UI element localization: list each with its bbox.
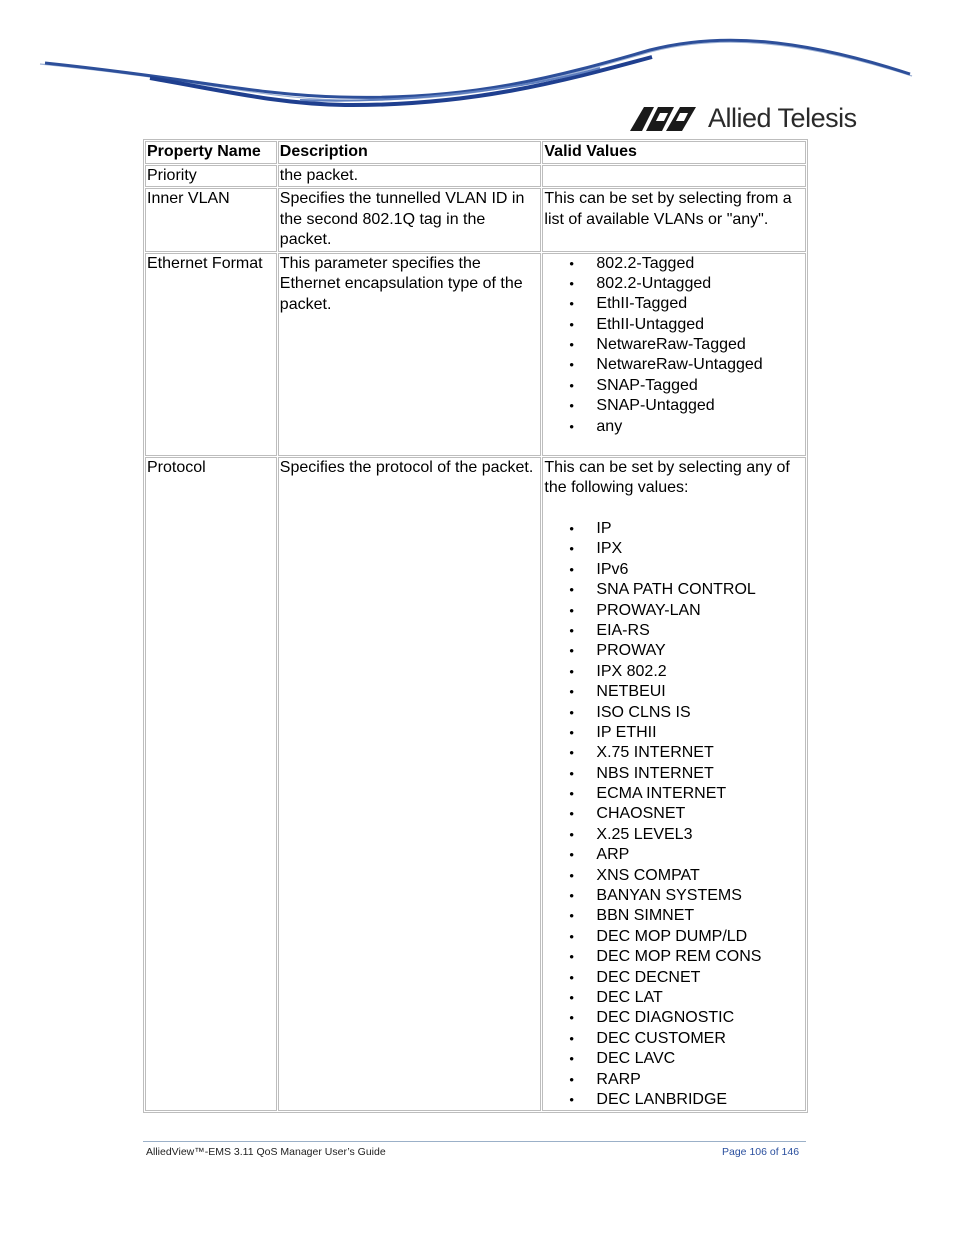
list-item: • SNAP-Tagged [596,376,804,396]
valid-values-intro: This can be set by selecting any of the following values: [544,458,790,496]
list-item: • EIA-RS [596,621,804,641]
company-logo [630,100,857,136]
list-item: • IPX 802.2 [596,662,804,682]
list-item: • RARP [596,1070,804,1090]
table-row [145,253,806,456]
description-cell: This parameter specifies the Ethernet encapsulation type of the packet. [278,253,542,456]
footer-divider [143,1141,806,1142]
list-item: • PROWAY-LAN [596,601,804,621]
property-name-cell: Priority [145,165,277,188]
footer-document-title: AlliedView™-EMS 3.11 QoS Manager User’s Guide [146,1146,386,1158]
list-item: • X.25 LEVEL3 [596,825,804,845]
list-item: • IP [596,519,804,539]
list-item: • EthII-Tagged [596,294,804,314]
list-item: • 802.2-Untagged [596,274,804,294]
table-row [145,165,806,188]
list-item: • PROWAY [596,641,804,661]
list-item: • any [596,417,804,437]
list-item: • NetwareRaw-Untagged [596,355,804,375]
footer-page-number: Page 106 of 146 [722,1146,800,1158]
value-list [544,519,804,1110]
list-item: • DEC DIAGNOSTIC [596,1008,804,1028]
list-item: • IPX [596,539,804,559]
table-row [145,188,806,252]
list-item: • BBN SIMNET [596,906,804,926]
logo-wordmark: Allied Telesis [708,102,857,133]
list-item: • SNAP-Untagged [596,396,804,416]
header-description: Description [278,141,542,164]
list-item: • BANYAN SYSTEMS [596,886,804,906]
list-item: • ECMA INTERNET [596,784,804,804]
list-item: • DEC MOP REM CONS [596,947,804,967]
valid-values-cell [542,165,806,188]
list-item: • NBS INTERNET [596,764,804,784]
value-list [544,254,804,438]
valid-values-cell [542,253,806,456]
valid-values-cell [542,457,806,1112]
list-item: • DEC LANBRIDGE [596,1090,804,1110]
description-cell: Specifies the protocol of the packet. [278,457,542,1112]
property-table [143,139,808,1113]
list-item: • DEC LAT [596,988,804,1008]
list-item: • SNA PATH CONTROL [596,580,804,600]
list-item: • DEC DECNET [596,968,804,988]
list-item: • DEC MOP DUMP/LD [596,927,804,947]
list-item: • X.75 INTERNET [596,743,804,763]
header-valid-values: Valid Values [542,141,806,164]
list-item: • IP ETHII [596,723,804,743]
description-cell: the packet. [278,165,542,188]
allied-telesis-logo-icon [630,103,702,133]
list-item: • NETBEUI [596,682,804,702]
list-item: • IPv6 [596,560,804,580]
property-name-cell: Inner VLAN [145,188,277,252]
header-property-name: Property Name [145,141,277,164]
list-item: • NetwareRaw-Tagged [596,335,804,355]
description-cell: Specifies the tunnelled VLAN ID in the second 802.1Q tag in the packet. [278,188,542,252]
valid-values-cell: This can be set by selecting from a list of available VLANs or "any". [542,188,806,252]
property-name-cell: Ethernet Format [145,253,277,456]
list-item: • CHAOSNET [596,804,804,824]
list-item: • DEC LAVC [596,1049,804,1069]
list-item: • DEC CUSTOMER [596,1029,804,1049]
list-item: • ARP [596,845,804,865]
table-header-row [145,141,806,164]
list-item: • 802.2-Tagged [596,254,804,274]
list-item: • ISO CLNS IS [596,703,804,723]
table-row [145,457,806,1112]
list-item: • XNS COMPAT [596,866,804,886]
list-item: • EthII-Untagged [596,315,804,335]
property-name-cell: Protocol [145,457,277,1112]
